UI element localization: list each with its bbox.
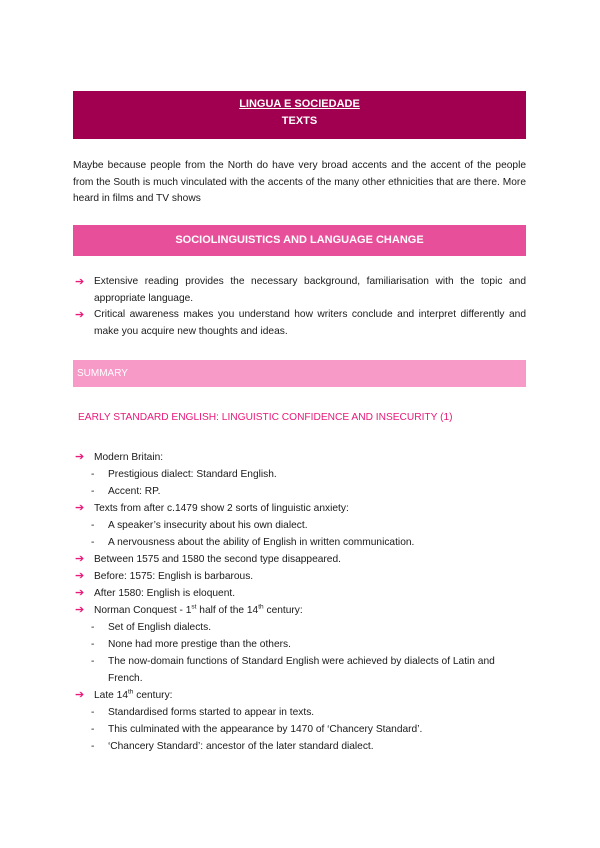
section-banner <box>73 225 526 256</box>
arrow-bullet-icon: ➔ <box>75 587 85 599</box>
arrow-bullet-icon: ➔ <box>75 502 85 514</box>
intro-paragraph: Maybe because people from the North do have very broad accents and the accent of the people from the South is much vinculated with the accents of the many other ethnicities that are there. More heard in films and TV shows <box>73 160 526 204</box>
list-item: ➔ Late 14th century: - Standardised forms started to appear in texts. - This culminated with the appearance by 1470 of ‘Chancery Standard’. - ‘Chancery Standard’: ancestor of the later standard dialect. <box>73 687 526 755</box>
arrow-bullet-icon: ➔ <box>75 604 85 616</box>
list-item: ➔ After 1580: English is eloquent. <box>73 585 526 602</box>
list-item: ➔ Modern Britain: - Prestigious dialect: Standard English. - Accent: RP. <box>73 449 526 500</box>
sub-list-item: - Prestigious dialect: Standard English. <box>91 469 277 480</box>
sub-list-item: - Accent: RP. <box>91 486 161 497</box>
summary-banner <box>73 360 526 387</box>
sub-list-item: - The now-domain functions of Standard English were achieved by dialects of Latin and French. <box>91 656 495 684</box>
summary-heading: EARLY STANDARD ENGLISH: LINGUISTIC CONFIDENCE AND INSECURITY (1) <box>78 412 453 423</box>
list-item: ➔ Before: 1575: English is barbarous. <box>73 568 526 585</box>
sub-list-item: - Standardised forms started to appear in texts. <box>91 707 315 718</box>
sub-list-item: - ‘Chancery Standard’: ancestor of the later standard dialect. <box>91 741 374 752</box>
summary-outline <box>73 449 526 755</box>
arrow-bullet-icon: ➔ <box>75 570 85 582</box>
arrow-bullet-icon: ➔ <box>75 689 85 701</box>
section-title: SOCIOLINGUISTICS AND LANGUAGE CHANGE <box>175 234 424 246</box>
list-item: ➔ Critical awareness makes you understand how writers conclude and interpret differently and make you acquire new thoughts and ideas. <box>75 309 526 338</box>
arrow-bullet-icon: ➔ <box>75 276 85 288</box>
arrow-bullet-icon: ➔ <box>75 309 85 322</box>
document-title: LINGUA E SOCIEDADE <box>239 98 360 110</box>
arrow-bullet-icon: ➔ <box>75 553 85 565</box>
sub-list-item: - A speaker’s insecurity about his own dialect. <box>91 520 308 531</box>
sub-list-item: - Set of English dialects. <box>91 622 212 633</box>
reading-bullets <box>73 274 526 341</box>
document-subtitle: TEXTS <box>281 115 318 127</box>
summary-label: SUMMARY <box>77 368 128 379</box>
list-item: ➔ Norman Conquest - 1st half of the 14th century: - Set of English dialects. - None had more prestige than the others. - The now-domain functions of Standard English were achieved by dialects of Latin and French. <box>73 602 526 687</box>
arrow-bullet-icon: ➔ <box>75 451 85 463</box>
list-item: ➔ Between 1575 and 1580 the second type disappeared. <box>73 551 526 568</box>
title-banner <box>73 91 526 139</box>
sub-list-item: - None had more prestige than the others. <box>91 639 291 650</box>
sub-list-item: - This culminated with the appearance by 1470 of ‘Chancery Standard’. <box>91 724 423 735</box>
list-item: ➔ Texts from after c.1479 show 2 sorts of linguistic anxiety: - A speaker’s insecurity about his own dialect. - A nervousness about the ability of English in written communication. <box>73 500 526 551</box>
sub-list-item: - A nervousness about the ability of English in written communication. <box>91 537 415 548</box>
list-item: ➔ Extensive reading provides the necessary background, familiarisation with the topic and appropriate language. <box>75 276 526 304</box>
